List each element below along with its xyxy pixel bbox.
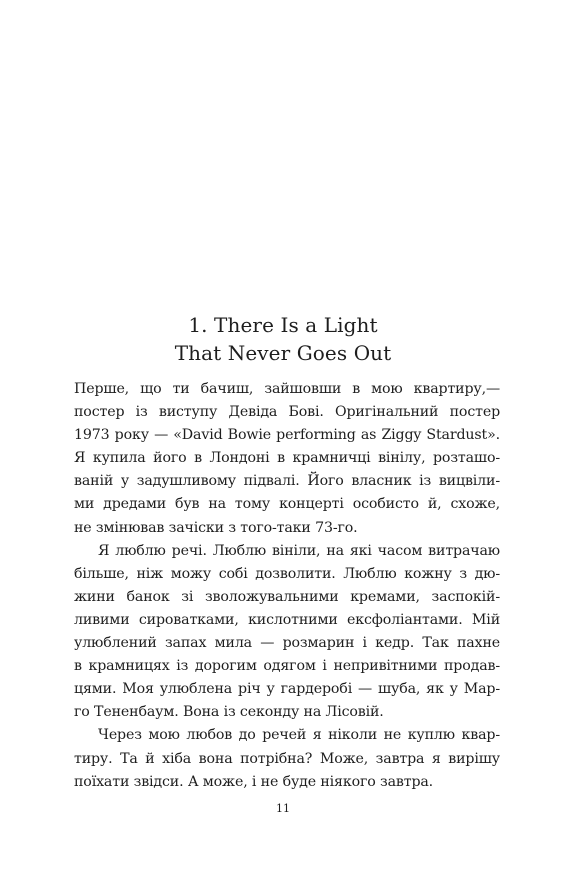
body-line: постер із виступу Девіда Бові. Оригінальний постер [74, 404, 500, 421]
body-line: Я люблю речі. Люблю вініли, на які часом витрачаю [98, 542, 500, 559]
body-line: більше, ніж можу собі дозволити. Люблю кожну з дю- [74, 565, 500, 582]
body-line: ваній у задушливому підвалі. Його власник із вицвіли- [74, 473, 500, 490]
body-line: цями. Моя улюблена річ у гардеробі — шуба, як у Мар- [74, 681, 500, 698]
chapter-title-line-1: 1. There Is a Light [188, 313, 378, 337]
body-line: тиру. Та й хіба вона потрібна? Може, завтра я вирішу [74, 750, 500, 767]
body-line: ми дредами був на тому концерті особисто й, схоже, [74, 496, 500, 513]
body-line: го Тененбаум. Вона із секонду на Лісовій. [74, 704, 384, 721]
body-line: в крамницях із дорогим одягом і непривітними продав- [74, 658, 500, 675]
chapter-title [0, 311, 566, 367]
body-line: поїхати звідси. А може, і не буде ніякого завтра. [74, 773, 434, 790]
body-line: Я купила його в Лондоні в крамничці вінілу, розташо- [74, 450, 500, 467]
body-line: жини банок зі зволожувальними кремами, заспокій- [74, 588, 500, 605]
body-line: 1973 року — «David Bowie performing as Ziggy Stardust». [74, 427, 500, 444]
body-line: не змінював зачіски з того-таки 73-го. [74, 519, 358, 536]
body-line: улюблений запах мила — розмарин і кедр. Так пахне [74, 635, 500, 652]
page-number: 11 [276, 802, 290, 815]
body-line: ливими сироватками, кислотними ексфоліантами. Мій [74, 611, 500, 628]
body-line: Через мою любов до речей я ніколи не куплю квар- [98, 727, 500, 744]
chapter-body [74, 378, 500, 794]
chapter-title-line-2: That Never Goes Out [174, 341, 392, 365]
body-line: Перше, що ти бачиш, зайшовши в мою квартиру,— [74, 381, 500, 397]
